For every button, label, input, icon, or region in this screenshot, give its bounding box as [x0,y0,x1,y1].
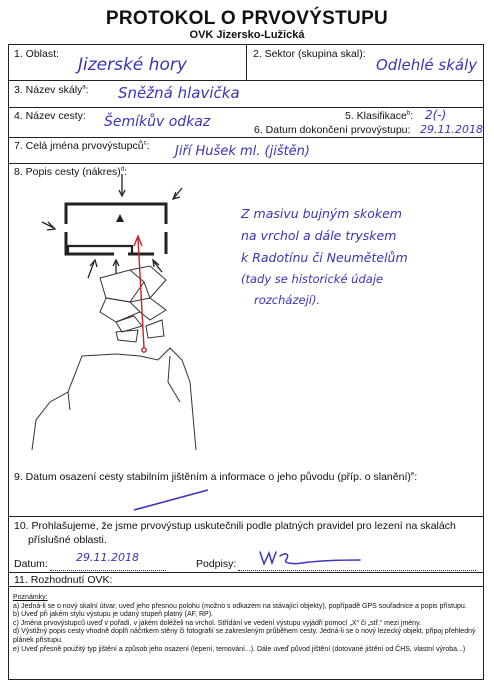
divider [8,163,484,164]
popis-line: Z masivu bujným skokem [241,206,402,221]
sektor-value[interactable]: Odlehlé skály [376,56,478,74]
podpisy-label: Podpisy: [196,558,237,570]
popis-line: k Radotínu či Neumětelům [241,250,408,265]
datum-line [50,570,166,571]
divider [8,586,484,587]
divider [8,80,484,81]
popis-line: (tady se historické údaje [241,272,384,286]
prvovystupci-label: 7. Celá jména prvovýstupců$^c$: [14,140,150,152]
note-item: c) Jména prvovýstupců uveď v pořadí, v jakém doléželi na vrchol. Střídání ve vedení výstupu vyjádři pomocí „X“ či „stř.“ mezi jmény. [13,619,421,627]
signature[interactable] [256,546,366,568]
oblast-label: 1. Oblast: [14,48,59,60]
klasifikace-value[interactable]: 2(-) [425,108,447,122]
note-item: a) Jedná-li se o nový skalní útvar, uveď jeho přesnou polohu (možno s odkazem na stávající objekty), popřípadě GPS souřadnice a popis přístupu. [13,602,467,610]
route-sketch [30,170,210,450]
nazev-cesty-label: 4. Název cesty: [14,110,86,122]
divider [8,516,484,517]
klasifikace-label: 5. Klasifikace$^b$: [345,110,414,122]
oblast-value[interactable]: Jizerské hory [78,55,187,75]
popis-line: rozcházejí). [254,293,321,307]
note-item: d) Výstižný popis cesty vhodně doplň náčrtkem stěny či fotografií se zakresleným průběhem cesty. Jedná-li se o nový lezecký objekt, připoj přehledný plánek přístupu. [13,628,476,644]
prvovystupci-value[interactable]: Jiří Hušek ml. (jištěn) [175,144,310,159]
form-subtitle: OVK Jizersko-Lužická [189,29,305,41]
rozhodnuti-label: 11. Rozhodnutí OVK: [14,574,113,586]
datum-label: Datum: [14,558,48,570]
note-item: b) Uveď při jakém stylu výstupu je udaný stupeň platný (AF, RP). [13,611,213,619]
divider [8,107,484,108]
popis-line: na vrchol a dále tryskem [241,228,397,243]
divider [8,572,484,573]
nazev-skaly-value[interactable]: Sněžná hlavička [118,84,240,102]
prohlaseni-label: 10. Prohlašujeme, že jsme prvovýstup uskutečnili podle platných pravidel pro lezení na skalách [14,520,456,532]
jisteni-label: 9. Datum osazení cesty stabilním jištěním a informace o jeho původu (příp. o slanění)$^e$: [14,471,418,483]
nazev-cesty-value[interactable]: Šemíkův odkaz [104,114,211,130]
form-title: PROTOKOL O PRVOVÝSTUPU [105,8,389,29]
note-item: e) Uveď přesně použitý typ jištění a způsob jeho osazení (lepení, temování...). Dále uveď původ jištění (dotované jištění od ČHS, vlastní výroba...) [13,645,466,653]
divider [246,44,247,80]
podpisy-line [238,570,476,571]
sektor-label: 2. Sektor (skupina skal): [253,48,366,60]
nazev-skaly-label: 3. Název skály$^a$: [14,84,89,96]
datum-dokonceni-value[interactable]: 29.11.2018 [420,123,483,136]
notes-heading: Poznámky: [13,594,48,601]
datum-value[interactable]: 29.11.2018 [76,551,139,564]
notes-section [13,594,479,654]
datum-dokonceni-label: 6. Datum dokončení prvovýstupu: [254,124,411,136]
empty-field-strike [130,488,210,512]
popis-label: 8. Popis cesty (nákres)$^d$: [14,166,128,178]
prohlaseni-label-cont: příslušné oblasti. [28,534,107,546]
divider [8,137,484,138]
